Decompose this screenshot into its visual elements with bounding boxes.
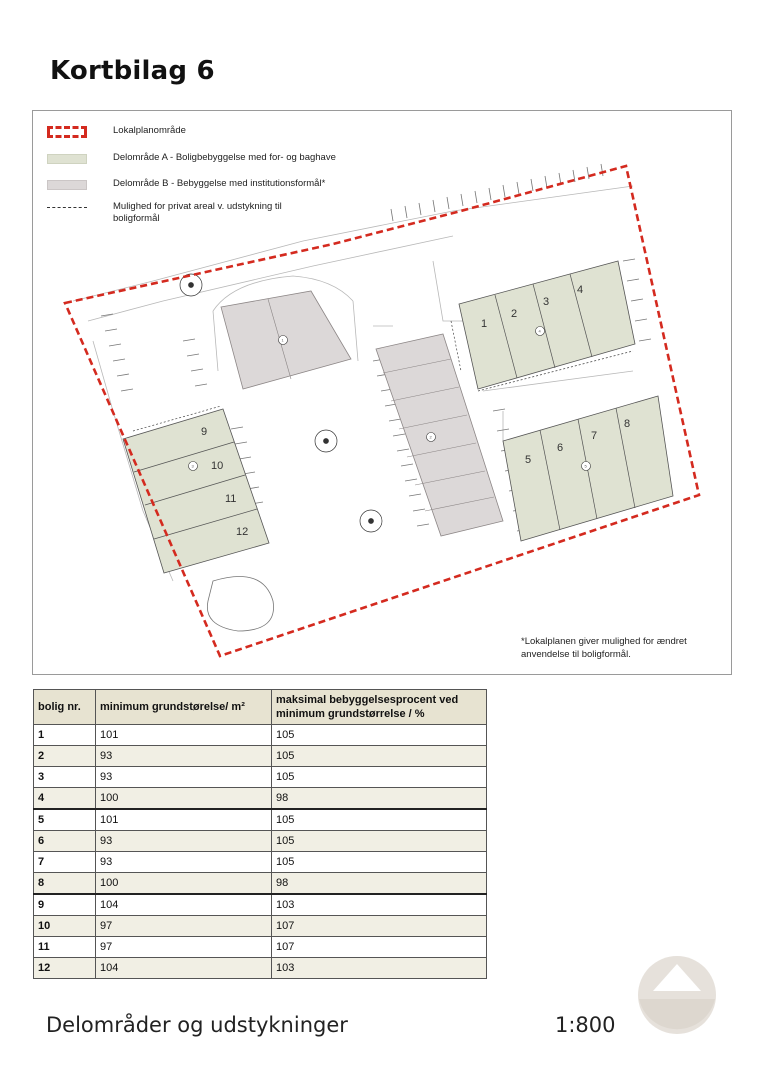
cell-min-grund: 101 xyxy=(96,809,272,831)
cell-max-procent: 105 xyxy=(272,767,487,788)
cell-min-grund: 104 xyxy=(96,958,272,979)
table-body xyxy=(34,725,487,979)
cell-min-grund: 97 xyxy=(96,937,272,958)
pond-outline xyxy=(207,577,273,632)
area-marker-5: 5 xyxy=(584,463,587,469)
municipality-logo xyxy=(637,955,717,1040)
plot-number-9: 9 xyxy=(201,426,208,438)
cell-max-procent: 98 xyxy=(272,788,487,810)
table-row xyxy=(34,725,487,746)
plot-number-11: 11 xyxy=(225,493,237,505)
delomraade-a-cluster-west xyxy=(123,409,269,573)
area-marker-4: 4 xyxy=(538,328,541,334)
lokalplan-boundary xyxy=(65,166,699,656)
cell-max-procent: 107 xyxy=(272,937,487,958)
legend-item-private-area xyxy=(43,199,383,229)
legend-label: Delområde B - Bebyggelse med institutionsformål* xyxy=(113,178,326,189)
legend-label: Mulighed for privat areal v. udstykning til boligformål xyxy=(113,201,282,224)
cell-bolig-nr: 5 xyxy=(34,809,96,831)
header-min-grund: minimum grundstørelse/ m² xyxy=(96,690,272,725)
legend-item-delomraade-b xyxy=(43,176,383,198)
cell-bolig-nr: 11 xyxy=(34,937,96,958)
cell-max-procent: 105 xyxy=(272,809,487,831)
area-marker-1: 1 xyxy=(281,337,284,343)
cell-bolig-nr: 6 xyxy=(34,831,96,852)
cell-min-grund: 97 xyxy=(96,916,272,937)
cell-min-grund: 93 xyxy=(96,852,272,873)
plot-number-10: 10 xyxy=(211,460,224,472)
site-map xyxy=(32,110,732,675)
cell-max-procent: 98 xyxy=(272,873,487,895)
legend-swatch-dashed xyxy=(47,207,87,208)
cell-bolig-nr: 7 xyxy=(34,852,96,873)
header-max-procent: maksimal bebyggelsesprocent ved minimum grundstørrelse / % xyxy=(272,690,487,725)
plot-table xyxy=(33,689,487,979)
map-scale: 1:800 xyxy=(555,1013,616,1037)
cell-min-grund: 93 xyxy=(96,746,272,767)
cell-bolig-nr: 1 xyxy=(34,725,96,746)
table-row xyxy=(34,831,487,852)
plot-number-8: 8 xyxy=(624,418,631,430)
cell-bolig-nr: 2 xyxy=(34,746,96,767)
cell-min-grund: 101 xyxy=(96,725,272,746)
area-marker-3: 3 xyxy=(191,463,194,469)
table-row xyxy=(34,958,487,979)
table-row xyxy=(34,767,487,788)
legend-label: Delområde A - Boligbebyggelse med for- og baghave xyxy=(113,152,336,163)
cell-min-grund: 104 xyxy=(96,894,272,916)
table-row xyxy=(34,894,487,916)
cell-min-grund: 93 xyxy=(96,767,272,788)
cell-max-procent: 105 xyxy=(272,831,487,852)
plot-number-1: 1 xyxy=(481,318,488,330)
cell-min-grund: 100 xyxy=(96,873,272,895)
legend-label: Lokalplanområde xyxy=(113,125,186,136)
table-header-row xyxy=(34,690,487,725)
legend-swatch-boundary xyxy=(47,126,87,138)
plot-number-5: 5 xyxy=(525,454,532,466)
table-row xyxy=(34,852,487,873)
table-row xyxy=(34,916,487,937)
table-row xyxy=(34,809,487,831)
table-row xyxy=(34,746,487,767)
plot-number-12: 12 xyxy=(236,526,249,538)
cell-max-procent: 105 xyxy=(272,852,487,873)
cell-max-procent: 105 xyxy=(272,725,487,746)
map-subject-title: Delområder og udstykninger xyxy=(46,1013,348,1037)
cell-bolig-nr: 9 xyxy=(34,894,96,916)
cell-bolig-nr: 3 xyxy=(34,767,96,788)
legend-item-delomraade-a xyxy=(43,150,383,172)
cell-bolig-nr: 10 xyxy=(34,916,96,937)
cell-bolig-nr: 4 xyxy=(34,788,96,810)
area-marker-2: 2 xyxy=(429,434,432,440)
cell-bolig-nr: 8 xyxy=(34,873,96,895)
table-row xyxy=(34,788,487,810)
cell-min-grund: 93 xyxy=(96,831,272,852)
cell-max-procent: 105 xyxy=(272,746,487,767)
legend-swatch-a xyxy=(47,154,87,164)
table-row xyxy=(34,937,487,958)
map-footnote: *Lokalplanen giver mulighed for ændret anvendelse til boligformål. xyxy=(521,636,687,660)
plot-number-4: 4 xyxy=(577,284,584,296)
page-title: Kortbilag 6 xyxy=(50,56,215,86)
plot-number-3: 3 xyxy=(543,296,550,308)
header-bolig-nr: bolig nr. xyxy=(34,690,96,725)
plot-number-6: 6 xyxy=(557,442,564,454)
cell-max-procent: 107 xyxy=(272,916,487,937)
plot-number-2: 2 xyxy=(511,308,518,320)
legend-swatch-b xyxy=(47,180,87,190)
cell-bolig-nr: 12 xyxy=(34,958,96,979)
table-row xyxy=(34,873,487,895)
legend-item-lokalplan xyxy=(43,123,383,145)
cell-min-grund: 100 xyxy=(96,788,272,810)
cell-max-procent: 103 xyxy=(272,958,487,979)
cell-max-procent: 103 xyxy=(272,894,487,916)
plot-number-7: 7 xyxy=(591,430,598,442)
